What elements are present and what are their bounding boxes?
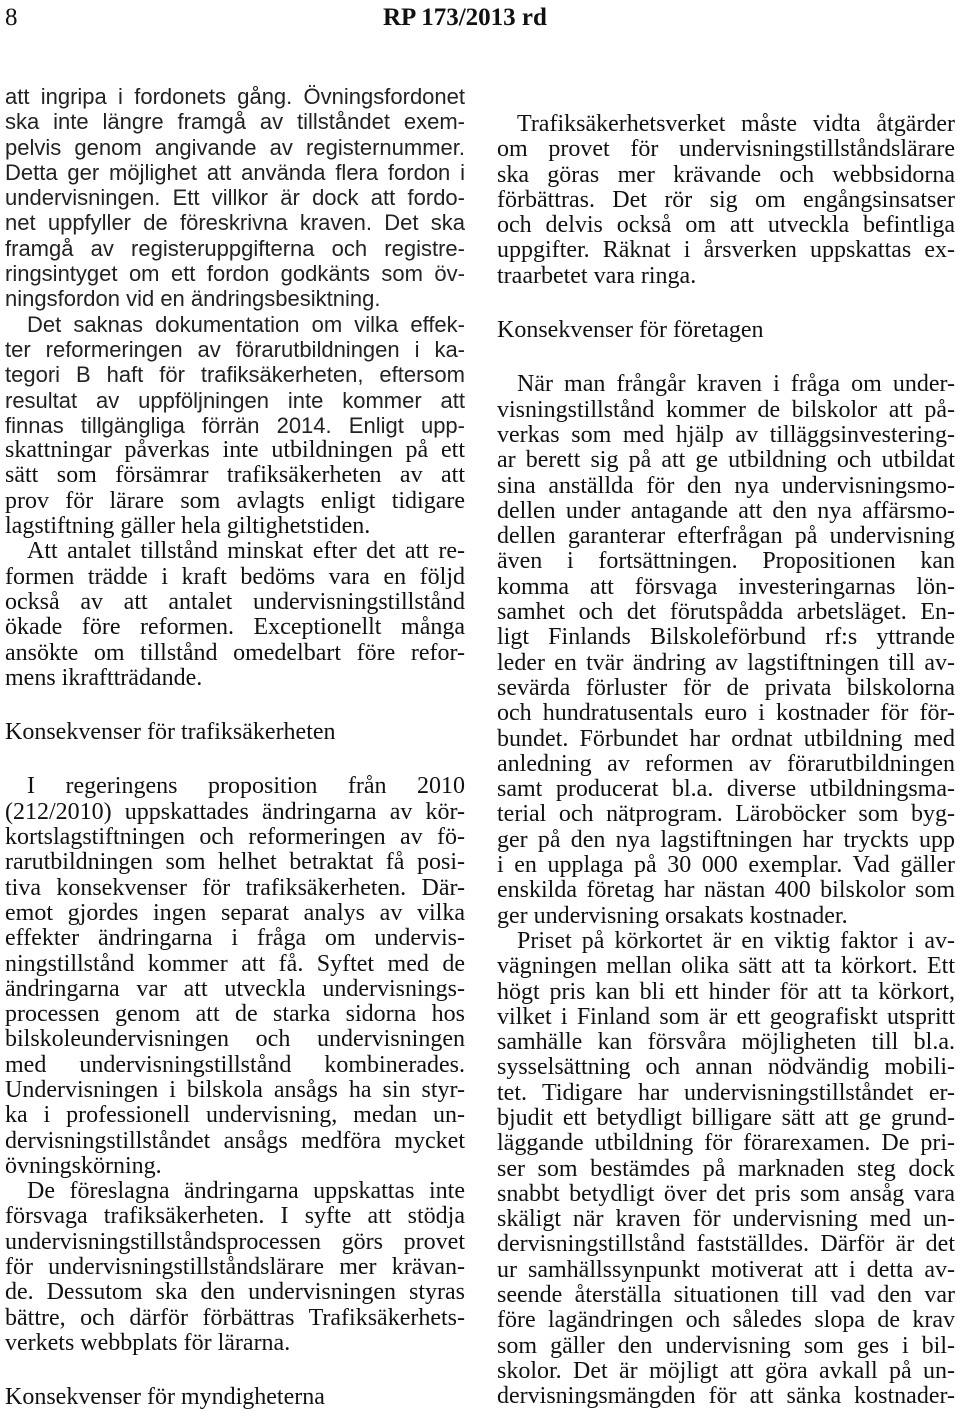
text-line: ringsintyget om ett fordon godkänts som öv- xyxy=(5,261,465,287)
text-line: När man frångår kraven i fråga om under- xyxy=(517,372,955,398)
text-line: ningstillstånd kommer att få. Syftet med de xyxy=(5,951,465,977)
text-line: ska inte längre framgå av tillståndet exem- xyxy=(5,109,465,135)
text-line: Detta ger möjlighet att använda flera fordon i xyxy=(5,159,465,185)
text-line: resultat av uppföljningen inte kommer att xyxy=(5,387,465,413)
text-line: högt pris kan bli ett hinder för att ta körkort, xyxy=(497,979,955,1005)
paragraph xyxy=(5,774,465,1179)
text-line: rarutbildningen som helhet betraktat få posi- xyxy=(5,850,465,876)
text-line: visningstillstånd kommer de bilskolor att på- xyxy=(497,397,955,423)
paragraph xyxy=(5,1179,465,1356)
text-line: kortslagstiftningen och reformeringen av fö- xyxy=(5,825,465,851)
text-line: ska göras mer krävande och webbsidorna xyxy=(497,162,955,188)
text-line: emot gjordes ingen separat analys av vilka xyxy=(5,900,465,926)
text-line: processen genom att de starka sidorna hos xyxy=(5,1002,465,1028)
text-line: och delvis också om att utveckla befintliga xyxy=(497,213,955,239)
text-line: undervisningen. Ett villkor är dock att fordo- xyxy=(5,185,465,211)
text-line: ger undervisning orsakats kostnader. xyxy=(497,903,848,929)
paragraph xyxy=(497,372,955,929)
text-line: även i fortsättningen. Propositionen kan xyxy=(497,549,955,575)
text-line: ligt Finlands Bilskoleförbund rf:s yttrande xyxy=(497,625,955,651)
text-line: enskilda företag har nästan 400 bilskolor som xyxy=(497,878,955,904)
text-line: med undervisningstillstånd kombinerades. xyxy=(5,1052,465,1078)
paragraph xyxy=(5,84,465,312)
paragraph xyxy=(497,112,955,289)
text-line: dervisningstillståndet ansågs medföra mycket xyxy=(5,1128,465,1154)
text-line: sevärda förluster för de privata bilskolorna xyxy=(497,675,955,701)
text-line: skattningar påverkas inte utbildningen på ett xyxy=(5,438,465,464)
text-line: I regeringens proposition från 2010 xyxy=(27,774,465,800)
text-line: också av att antalet undervisningstillstånd xyxy=(5,589,465,615)
text-line: formen trädde i kraft bedöms vara en följd xyxy=(5,564,465,590)
section-heading-traffic-safety: Konsekvenser för trafiksäkerheten xyxy=(5,719,336,746)
section-heading-companies: Konsekvenser för företagen xyxy=(497,317,764,344)
text-line: dervisningsmängden för att sänka kostnader- xyxy=(497,1384,955,1410)
text-line: ar berett sig på att ge utbildning och utbildat xyxy=(497,448,955,474)
text-line: samhälle kan försvåra möjligheten till bl.a. xyxy=(497,1030,955,1056)
text-line: tiva konsekvenser för trafiksäkerheten. Där- xyxy=(5,875,465,901)
text-line: effekter ändringarna i fråga om undervis- xyxy=(5,926,465,952)
text-line: som gäller den undervisning som ges i bil- xyxy=(497,1333,955,1359)
text-line: ningsfordon vid en ändringsbesiktning. xyxy=(5,286,381,312)
text-line: Undervisningen i bilskola ansågs ha sin styr- xyxy=(5,1077,465,1103)
text-line: läggande utbildning för förarexamen. De pri- xyxy=(497,1131,955,1157)
text-line: dellen under antagande att den nya affärsmo- xyxy=(497,498,955,524)
text-line: sysselsättning och annan nödvändig mobili- xyxy=(497,1055,955,1081)
text-line: ansökte om tillstånd omedelbart före refor- xyxy=(5,640,465,666)
text-line: ser som bestämdes på marknaden steg dock xyxy=(497,1156,955,1182)
text-line: skäligt när kraven för undervisning med un- xyxy=(497,1207,955,1233)
text-line: övningskörning. xyxy=(5,1153,162,1179)
text-line: ur samhällssynpunkt motiverat att i detta av- xyxy=(497,1257,955,1283)
section-heading-authorities: Konsekvenser för myndigheterna xyxy=(5,1384,325,1411)
text-line: samt producerat bl.a. diverse utbildningsma- xyxy=(497,777,955,803)
text-line: Det saknas dokumentation om vilka effek- xyxy=(27,311,465,337)
text-line: ändringarna var att utveckla undervisnings- xyxy=(5,976,465,1002)
text-line: sina anställda för den nya undervisningsmo- xyxy=(497,473,955,499)
text-line: Trafiksäkerhetsverket måste vidta åtgärder xyxy=(517,112,955,137)
text-line: verkets webbplats för lärarna. xyxy=(5,1330,291,1356)
text-line: verkas som med hjälp av tilläggsinvestering- xyxy=(497,422,955,448)
right-column xyxy=(497,112,955,1410)
text-line: prov för lärare som avlagts enligt tidigare xyxy=(5,488,465,514)
text-line: vägningen mellan olika sätt att ta körkort. Ett xyxy=(497,954,955,980)
text-line: undervisningstillståndsprocessen görs provet xyxy=(5,1229,465,1255)
document-id: RP 173/2013 rd xyxy=(383,4,547,31)
text-line: de. Dessutom ska den undervisningen styras xyxy=(5,1280,465,1306)
text-line: bjudit ett betydligt billigare sätt att ge grund- xyxy=(497,1105,955,1131)
text-line: före lagändringen och således slopa de krav xyxy=(497,1308,955,1334)
text-line: tegori B haft för trafiksäkerheten, eftersom xyxy=(5,362,465,388)
text-line: ka i professionell undervisning, medan un- xyxy=(5,1103,465,1129)
paragraph xyxy=(497,929,955,1410)
text-line: anledning av reformen av förarutbildningen xyxy=(497,751,955,777)
text-line: tet. Tidigare har undervisningstillståndet er- xyxy=(497,1080,955,1106)
text-line: pelvis genom angivande av registernummer. xyxy=(5,134,465,160)
text-line: seende återställa situationen till vad den var xyxy=(497,1283,955,1309)
text-line: att ingripa i fordonets gång. Övningsfordonet xyxy=(5,84,465,109)
left-column xyxy=(5,84,465,1411)
text-line: framgå av registeruppgifterna och registre- xyxy=(5,235,465,261)
text-line: för undervisningstillståndslärare mer krävan- xyxy=(5,1255,465,1281)
text-line: dellen garanterar efterfrågan på undervisning xyxy=(497,524,955,550)
text-line: ökade före reformen. Exceptionellt många xyxy=(5,615,465,641)
text-line: ger på den nya lagstiftningen har tryckts upp xyxy=(497,827,955,853)
text-line: om provet för undervisningstillståndslärare xyxy=(497,137,955,163)
text-line: försvaga trafiksäkerheten. I syfte att stödja xyxy=(5,1204,465,1230)
text-line: lagstiftning gäller hela giltighetstiden. xyxy=(5,514,371,540)
paragraph xyxy=(5,312,465,540)
text-line: vilket i Finland som är ett geografiskt utspritt xyxy=(497,1004,955,1030)
paragraph xyxy=(5,539,465,691)
text-line: dervisningstillstånd fastställdes. Därför är det xyxy=(497,1232,955,1258)
text-line: sätt som försämrar trafiksäkerheten av att xyxy=(5,463,465,489)
text-line: traarbetet vara ringa. xyxy=(497,263,697,289)
text-line: skolor. Det är möjligt att göra avkall på un- xyxy=(497,1358,955,1384)
text-line: snabbt betydligt över det pris som ansåg vara xyxy=(497,1181,955,1207)
text-line: i en upplaga på 30 000 exemplar. Vad gäller xyxy=(497,853,955,879)
text-line: bundet. Förbundet har ordnat utbildning med xyxy=(497,726,955,752)
text-line: bättre, och därför förbättras Trafiksäkerhets- xyxy=(5,1305,465,1331)
text-line: De föreslagna ändringarna uppskattas inte xyxy=(27,1179,465,1205)
text-line: (212/2010) uppskattades ändringarna av kör- xyxy=(5,799,465,825)
text-line: Priset på körkortet är en viktig faktor i av- xyxy=(517,928,955,954)
text-line: samhet och det förutspådda arbetsläget. En- xyxy=(497,600,955,626)
text-line: Att antalet tillstånd minskat efter det att re- xyxy=(27,539,465,565)
text-line: finnas tillgängliga förrän 2014. Enligt upp- xyxy=(5,412,465,438)
text-line: mens ikraftträdande. xyxy=(5,665,203,691)
text-line: ter reformeringen av förarutbildningen i ka- xyxy=(5,336,465,362)
text-line: och hundratusentals euro i kostnader för för- xyxy=(497,701,955,727)
text-line: bilskoleundervisningen och undervisningen xyxy=(5,1027,465,1053)
text-line: uppgifter. Räknat i årsverken uppskattas ex- xyxy=(497,238,955,264)
text-line: net uppfyller de föreskrivna kraven. Det ska xyxy=(5,210,465,236)
text-line: terial och nätprogram. Läroböcker som byg- xyxy=(497,802,955,828)
page-number: 8 xyxy=(5,4,18,31)
text-line: leder en tvär ändring av lagstiftningen till av- xyxy=(497,650,955,676)
text-line: förbättras. Det rör sig om engångsinsatser xyxy=(497,187,955,213)
text-line: komma att försvaga investeringarnas lön- xyxy=(497,574,955,600)
